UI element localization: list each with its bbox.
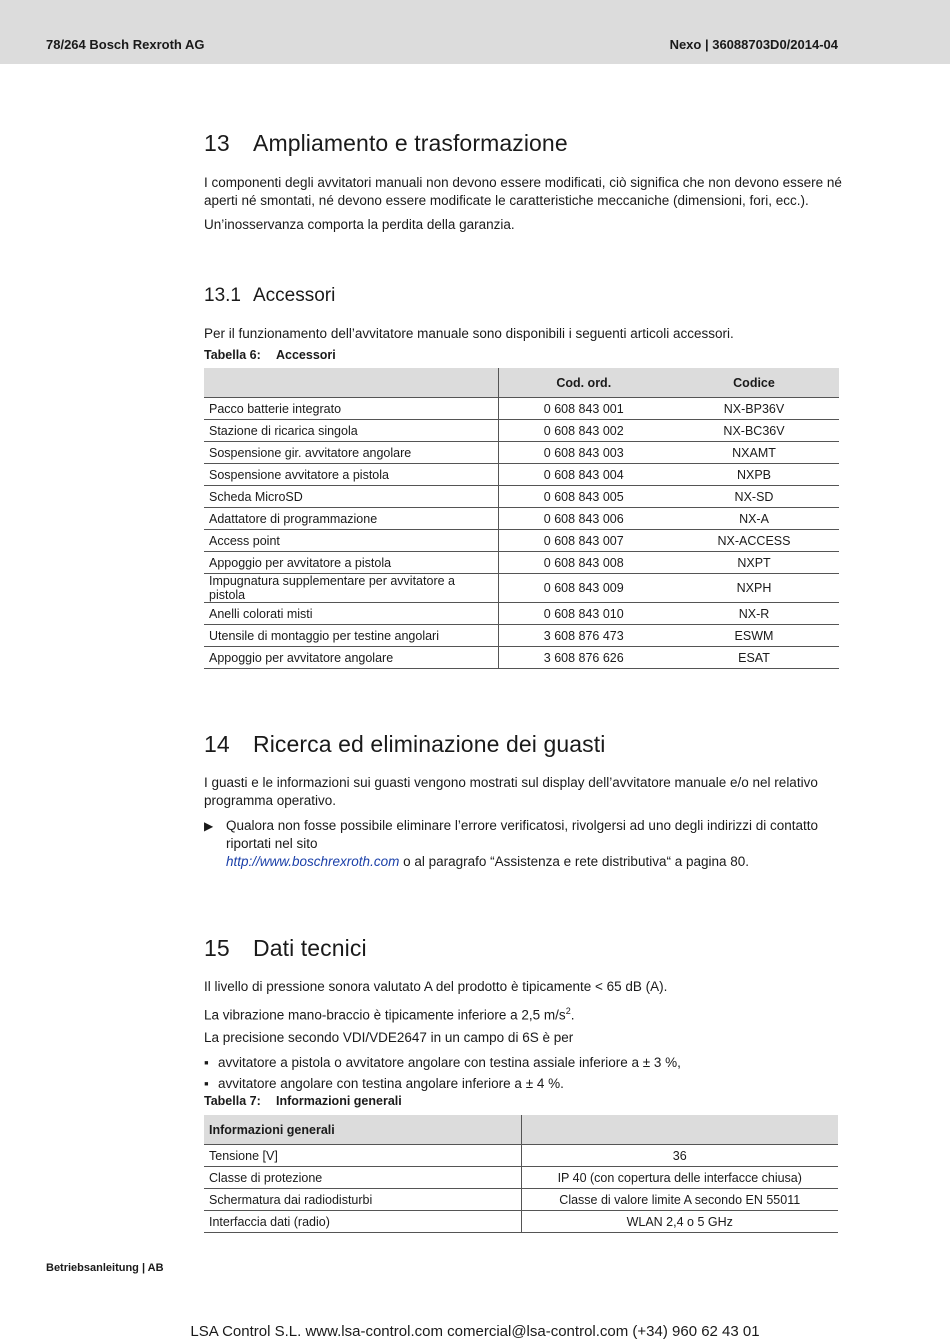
section-number: 14 <box>204 731 230 757</box>
section-title: Dati tecnici <box>253 935 367 961</box>
section-13-heading <box>204 130 568 157</box>
table-cell: 0 608 843 002 <box>498 420 669 442</box>
table-6-caption <box>204 348 336 362</box>
table-cell: Impugnatura supplementare per avvitatore a pistola <box>204 574 498 603</box>
table-cell: NX-BC36V <box>669 420 839 442</box>
table-row <box>204 1167 838 1189</box>
table-cell: ESWM <box>669 625 839 647</box>
instruction-line: Qualora non fosse possibile eliminare l’errore verificatosi, rivolgersi ad uno degli indirizzi di contatto <box>226 818 819 833</box>
table-cell: Sospensione avvitatore a pistola <box>204 464 498 486</box>
caption-label: Tabella 6: <box>204 348 261 362</box>
table-row <box>204 486 839 508</box>
section-number: 15 <box>204 935 230 961</box>
table-row <box>204 442 839 464</box>
section-13-para-1: I componenti degli avvitatori manuali non devono essere modificati, ciò significa che non devono essere né aperti né smontati, né devono essere modificate le caratteristiche meccaniche (dimensioni, fori, ecc.). <box>204 175 842 208</box>
instruction-line: o al paragrafo “Assistenza e rete distributiva“ a pagina 80. <box>399 854 750 869</box>
table-row <box>204 552 839 574</box>
table-cell: 0 608 843 010 <box>498 603 669 625</box>
header-doc-id: Nexo | 36088703D0/2014-04 <box>669 37 838 52</box>
period: . <box>570 1007 575 1023</box>
section-title: Ricerca ed eliminazione dei guasti <box>253 731 606 757</box>
table-cell: NX-ACCESS <box>669 530 839 552</box>
table-cell: Appoggio per avvitatore angolare <box>204 647 498 669</box>
section-number: 13 <box>204 130 230 156</box>
vibration-text: La vibrazione mano-braccio è tipicamente inferiore a 2,5 m/s <box>204 1007 566 1023</box>
table-row <box>204 398 839 420</box>
section-15-para-3: La precisione secondo VDI/VDE2647 in un campo di 6S è per <box>204 1030 574 1045</box>
table-cell: 0 608 843 004 <box>498 464 669 486</box>
caption-label: Tabella 7: <box>204 1094 261 1108</box>
table-cell: Tensione [V] <box>204 1145 521 1167</box>
table-cell: 0 608 843 006 <box>498 508 669 530</box>
section-15-heading <box>204 935 367 962</box>
table-row <box>204 647 839 669</box>
table-cell: ESAT <box>669 647 839 669</box>
table-cell: 0 608 843 007 <box>498 530 669 552</box>
table-cell: Appoggio per avvitatore a pistola <box>204 552 498 574</box>
table-cell: WLAN 2,4 o 5 GHz <box>521 1211 838 1233</box>
section-14-heading <box>204 731 605 758</box>
caption-title: Accessori <box>276 348 336 362</box>
arrow-bullet-icon: ▶ <box>204 819 214 833</box>
table-cell: Scheda MicroSD <box>204 486 498 508</box>
list-item <box>204 1054 844 1072</box>
table-cell: 0 608 843 001 <box>498 398 669 420</box>
section-13-1-heading <box>204 285 335 307</box>
column-header: Codice <box>669 368 839 398</box>
table-cell: IP 40 (con copertura delle interfacce chiusa) <box>521 1167 838 1189</box>
table-7-caption <box>204 1094 402 1108</box>
table-cell: 0 608 843 008 <box>498 552 669 574</box>
table-row <box>204 1211 838 1233</box>
column-header: Cod. ord. <box>498 368 669 398</box>
table-header-row <box>204 368 839 398</box>
table-cell: Classe di valore limite A secondo EN 55011 <box>521 1189 838 1211</box>
table-cell: 0 608 843 005 <box>498 486 669 508</box>
table-cell: 36 <box>521 1145 838 1167</box>
list-item <box>204 1075 844 1093</box>
table-cell: 0 608 843 009 <box>498 574 669 603</box>
table-cell: NXAMT <box>669 442 839 464</box>
table-cell: Utensile di montaggio per testine angolari <box>204 625 498 647</box>
table-cell: 0 608 843 003 <box>498 442 669 464</box>
table-cell: Adattatore di programmazione <box>204 508 498 530</box>
table-cell: Anelli colorati misti <box>204 603 498 625</box>
header-page-info: 78/264 Bosch Rexroth AG <box>46 37 205 52</box>
table-row <box>204 1145 838 1167</box>
section-13-para-2: Un’inosservanza comporta la perdita della garanzia. <box>204 217 515 232</box>
section-15-para-1: Il livello di pressione sonora valutato A del prodotto è tipicamente < 65 dB (A). <box>204 979 668 994</box>
table-cell: NXPH <box>669 574 839 603</box>
list-item-text: avvitatore angolare con testina angolare inferiore a ± 4 %. <box>218 1076 564 1091</box>
page-header <box>0 0 950 64</box>
table-cell: Schermatura dai radiodisturbi <box>204 1189 521 1211</box>
table-row <box>204 530 839 552</box>
superscript: 2 <box>565 1006 571 1016</box>
section-14-para: I guasti e le informazioni sui guasti vengono mostrati sul display dell’avvitatore manuale e/o nel relativo programma operativo. <box>204 775 818 808</box>
section-number: 13.1 <box>204 285 241 306</box>
footer-doc-type: Betriebsanleitung | AB <box>46 1262 164 1274</box>
table-row <box>204 464 839 486</box>
table-cell: Interfaccia dati (radio) <box>204 1211 521 1233</box>
column-header <box>204 368 498 398</box>
table-cell: 3 608 876 473 <box>498 625 669 647</box>
table-header-row <box>204 1115 838 1145</box>
table-cell: Sospensione gir. avvitatore angolare <box>204 442 498 464</box>
table-row <box>204 574 839 603</box>
table-cell: NXPB <box>669 464 839 486</box>
table-cell: Pacco batterie integrato <box>204 398 498 420</box>
column-header: Informazioni generali <box>204 1115 521 1145</box>
table-row <box>204 508 839 530</box>
section-14-instruction <box>226 817 846 871</box>
table-cell: NX-R <box>669 603 839 625</box>
general-info-table <box>204 1115 838 1233</box>
table-row <box>204 420 839 442</box>
table-cell: Stazione di ricarica singola <box>204 420 498 442</box>
table-cell: NX-BP36V <box>669 398 839 420</box>
accessories-table <box>204 368 839 669</box>
square-bullet-icon: ▪ <box>204 1055 209 1070</box>
table-row <box>204 625 839 647</box>
section-13-1-para: Per il funzionamento dell’avvitatore manuale sono disponibili i seguenti articoli accessori. <box>204 326 734 341</box>
section-title: Accessori <box>253 285 336 306</box>
boschrexroth-link[interactable]: http://www.boschrexroth.com <box>226 854 400 869</box>
instruction-line: riportati nel sito <box>226 836 318 851</box>
section-15-para-2 <box>204 1002 844 1025</box>
square-bullet-icon: ▪ <box>204 1076 209 1091</box>
caption-title: Informazioni generali <box>276 1094 402 1108</box>
table-cell: NX-SD <box>669 486 839 508</box>
table-row <box>204 1189 838 1211</box>
table-cell: NX-A <box>669 508 839 530</box>
table-cell: Classe di protezione <box>204 1167 521 1189</box>
table-cell: Access point <box>204 530 498 552</box>
footer-contact: LSA Control S.L. www.lsa-control.com comercial@lsa-control.com (+34) 960 62 43 01 <box>190 1323 760 1340</box>
column-header <box>521 1115 838 1145</box>
list-item-text: avvitatore a pistola o avvitatore angolare con testina assiale inferiore a ± 3 %, <box>218 1055 681 1070</box>
table-cell: 3 608 876 626 <box>498 647 669 669</box>
section-title: Ampliamento e trasformazione <box>253 130 568 156</box>
table-cell: NXPT <box>669 552 839 574</box>
table-row <box>204 603 839 625</box>
